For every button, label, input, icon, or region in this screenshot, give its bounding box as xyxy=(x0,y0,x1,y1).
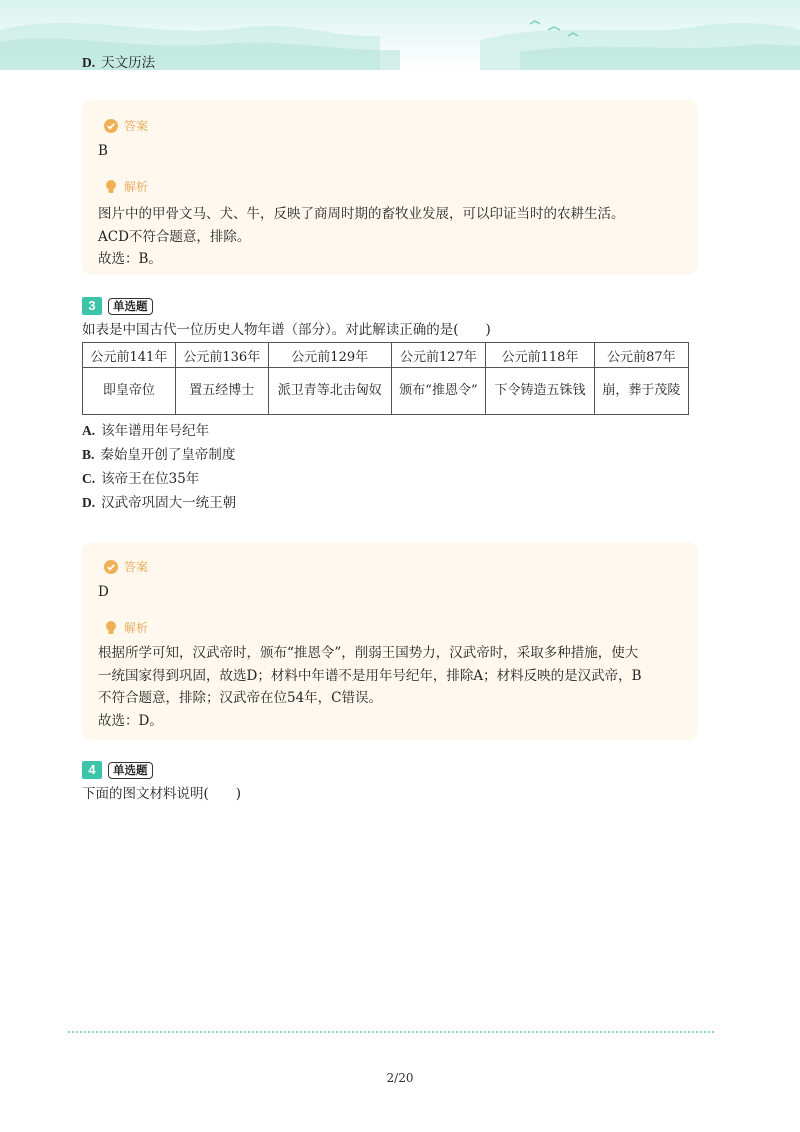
answer-label: 答案 xyxy=(124,560,149,574)
analysis-line: 一统国家得到巩固，故选D；材料中年谱不是用年号纪年，排除A；材料反映的是汉武帝，B xyxy=(98,667,642,684)
analysis-label: 解析 xyxy=(124,621,149,635)
question-type: 单选题 xyxy=(108,298,153,315)
analysis-line: 故选：D。 xyxy=(98,712,163,729)
table-header-cell: 公元前118年 xyxy=(486,343,595,368)
table-cell: 颁布“推恩令” xyxy=(391,368,485,415)
q3-option-c[interactable] xyxy=(82,470,199,488)
check-badge-icon xyxy=(104,560,118,574)
analysis-text xyxy=(98,642,678,732)
q2-answer-box xyxy=(82,100,698,275)
q3-answer-box xyxy=(82,542,698,740)
q3-chronology-table xyxy=(82,342,689,415)
q3-option-b[interactable] xyxy=(82,446,235,464)
table-header-cell: 公元前87年 xyxy=(594,343,688,368)
q4-header xyxy=(82,761,153,779)
table-header-cell: 公元前127年 xyxy=(391,343,485,368)
analysis-label: 解析 xyxy=(124,180,149,194)
option-text: 汉武帝巩固大一统王朝 xyxy=(101,495,237,511)
q2-option-d[interactable] xyxy=(82,54,155,72)
question-number: 4 xyxy=(82,761,102,779)
option-text: 该年谱用年号纪年 xyxy=(101,423,210,439)
option-letter: B. xyxy=(82,447,95,462)
table-header-row xyxy=(83,343,689,368)
answer-tag xyxy=(104,558,148,575)
option-text: 该帝王在位35年 xyxy=(101,471,200,487)
analysis-text xyxy=(98,203,678,271)
option-letter: A. xyxy=(82,423,96,438)
footer-divider xyxy=(68,1031,714,1033)
table-header-cell: 公元前141年 xyxy=(83,343,176,368)
lightbulb-icon xyxy=(104,179,118,195)
option-text: 秦始皇开创了皇帝制度 xyxy=(100,447,236,463)
question-type: 单选题 xyxy=(108,762,153,779)
question-number: 3 xyxy=(82,297,102,315)
answer-tag xyxy=(104,117,148,134)
table-header-cell: 公元前136年 xyxy=(175,343,268,368)
answer-value: D xyxy=(98,584,109,600)
option-text: 天文历法 xyxy=(101,55,156,71)
lightbulb-icon xyxy=(104,620,118,636)
analysis-line: 故选：B。 xyxy=(98,251,162,267)
table-row xyxy=(83,368,689,415)
analysis-line: ACD不符合题意，排除。 xyxy=(98,228,251,245)
answer-value: B xyxy=(98,143,108,159)
q3-option-d[interactable] xyxy=(82,494,236,512)
analysis-line: 图片中的甲骨文马、犬、牛，反映了商周时期的畜牧业发展，可以印证当时的农耕生活。 xyxy=(98,206,625,222)
table-cell: 崩，葬于茂陵 xyxy=(594,368,688,415)
check-badge-icon xyxy=(104,119,118,133)
table-cell: 置五经博士 xyxy=(175,368,268,415)
analysis-tag xyxy=(104,178,148,195)
q4-stem: 下面的图文材料说明( ) xyxy=(82,786,242,802)
table-cell: 下令铸造五铢钱 xyxy=(486,368,595,415)
page-number: 2/20 xyxy=(386,1071,414,1085)
table-cell: 派卫青等北击匈奴 xyxy=(268,368,391,415)
option-letter: C. xyxy=(82,471,96,486)
q3-option-a[interactable] xyxy=(82,422,209,440)
table-header-cell: 公元前129年 xyxy=(268,343,391,368)
analysis-tag xyxy=(104,619,148,636)
q3-header xyxy=(82,297,153,315)
analysis-line: 根据所学可知，汉武帝时，颁布“推恩令”，削弱王国势力，汉武帝时，采取多种措施，使大 xyxy=(98,645,639,661)
q3-stem: 如表是中国古代一位历史人物年谱（部分）。对此解读正确的是( ) xyxy=(82,322,491,338)
analysis-line: 不符合题意，排除；汉武帝在位54年，C错误。 xyxy=(98,690,383,706)
table-cell: 即皇帝位 xyxy=(83,368,176,415)
option-letter: D. xyxy=(82,495,96,510)
answer-label: 答案 xyxy=(124,119,149,133)
option-letter: D. xyxy=(82,55,96,70)
